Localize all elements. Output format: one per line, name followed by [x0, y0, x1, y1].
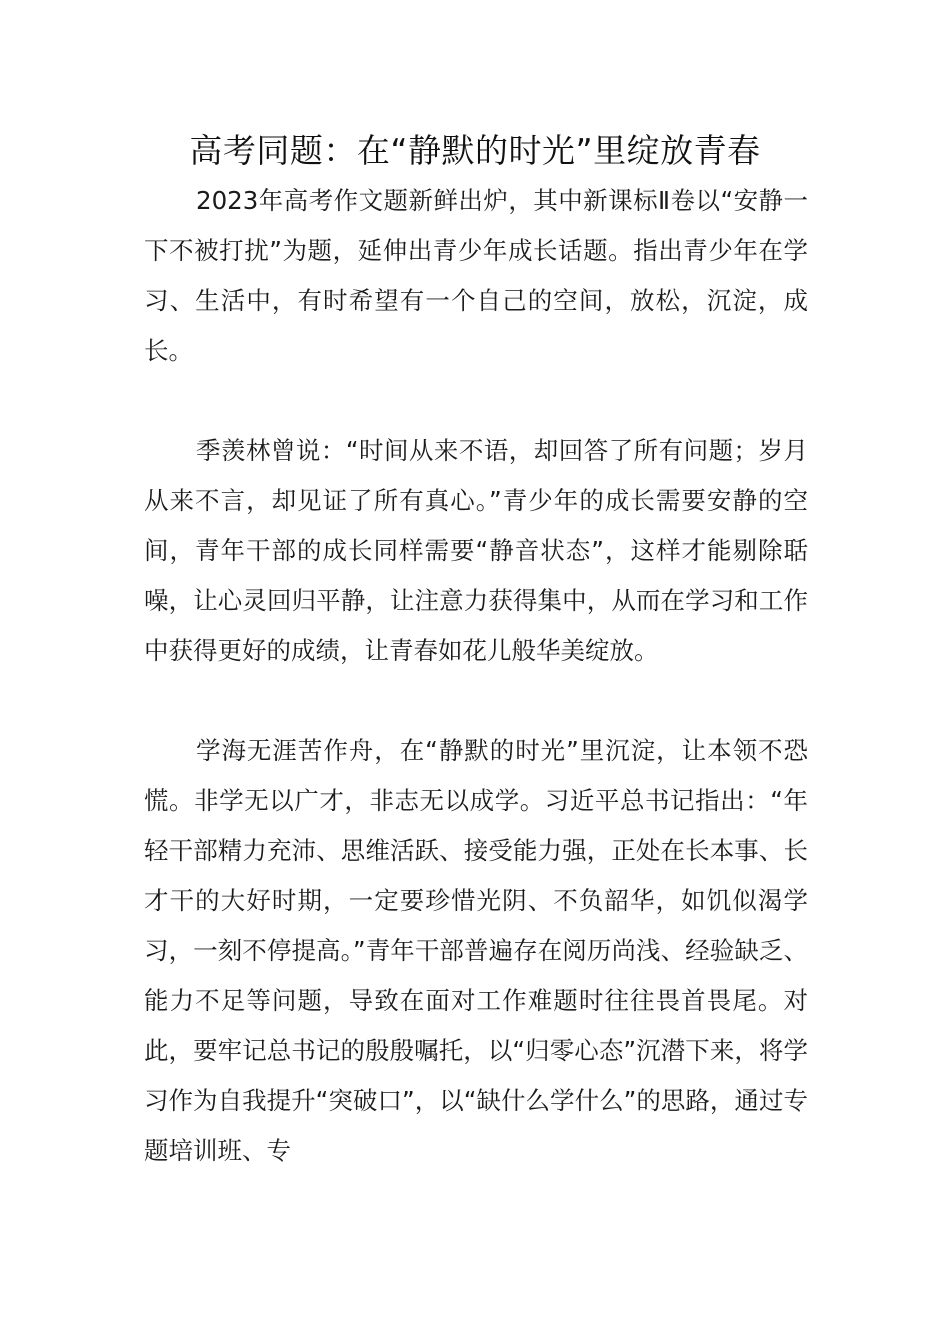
document-title: 高考同题：在“静默的时光”里绽放青春 — [189, 131, 761, 170]
paragraph-spacer — [144, 376, 808, 426]
paragraph-2: 季羡林曾说：“时间从来不语，却回答了所有问题；岁月从来不言，却见证了所有真心。”青少年的成长需要安静的空间，青年干部的成长同样需要“静音状态”，这样才能剔除聒噪，让心灵回归平静，让注意力获得集中，从而在学习和工作中获得更好的成绩，让青春如花儿般华美绽放。 — [144, 436, 808, 665]
paragraph-spacer — [144, 676, 808, 726]
paragraph-1: 2023年高考作文题新鲜出炉，其中新课标Ⅱ卷以“安静一下不被打扰”为题，延伸出青少年成长话题。指出青少年在学习、生活中，有时希望有一个自己的空间，放松，沉淀，成长。 — [144, 186, 808, 365]
document-body — [144, 176, 808, 1176]
paragraph-3: 学海无涯苦作舟，在“静默的时光”里沉淀，让本领不恐慌。非学无以广才，非志无以成学。习近平总书记指出：“年轻干部精力充沛、思维活跃、接受能力强，正处在长本事、长才干的大好时期，一定要珍惜光阴、不负韶华，如饥似渴学习，一刻不停提高。”青年干部普遍存在阅历尚浅、经验缺乏、能力不足等问题，导致在面对工作难题时往往畏首畏尾。对此，要牢记总书记的殷殷嘱托，以“归零心态”沉潜下来，将学习作为自我提升“突破口”，以“缺什么学什么”的思路，通过专题培训班、专 — [144, 736, 808, 1165]
